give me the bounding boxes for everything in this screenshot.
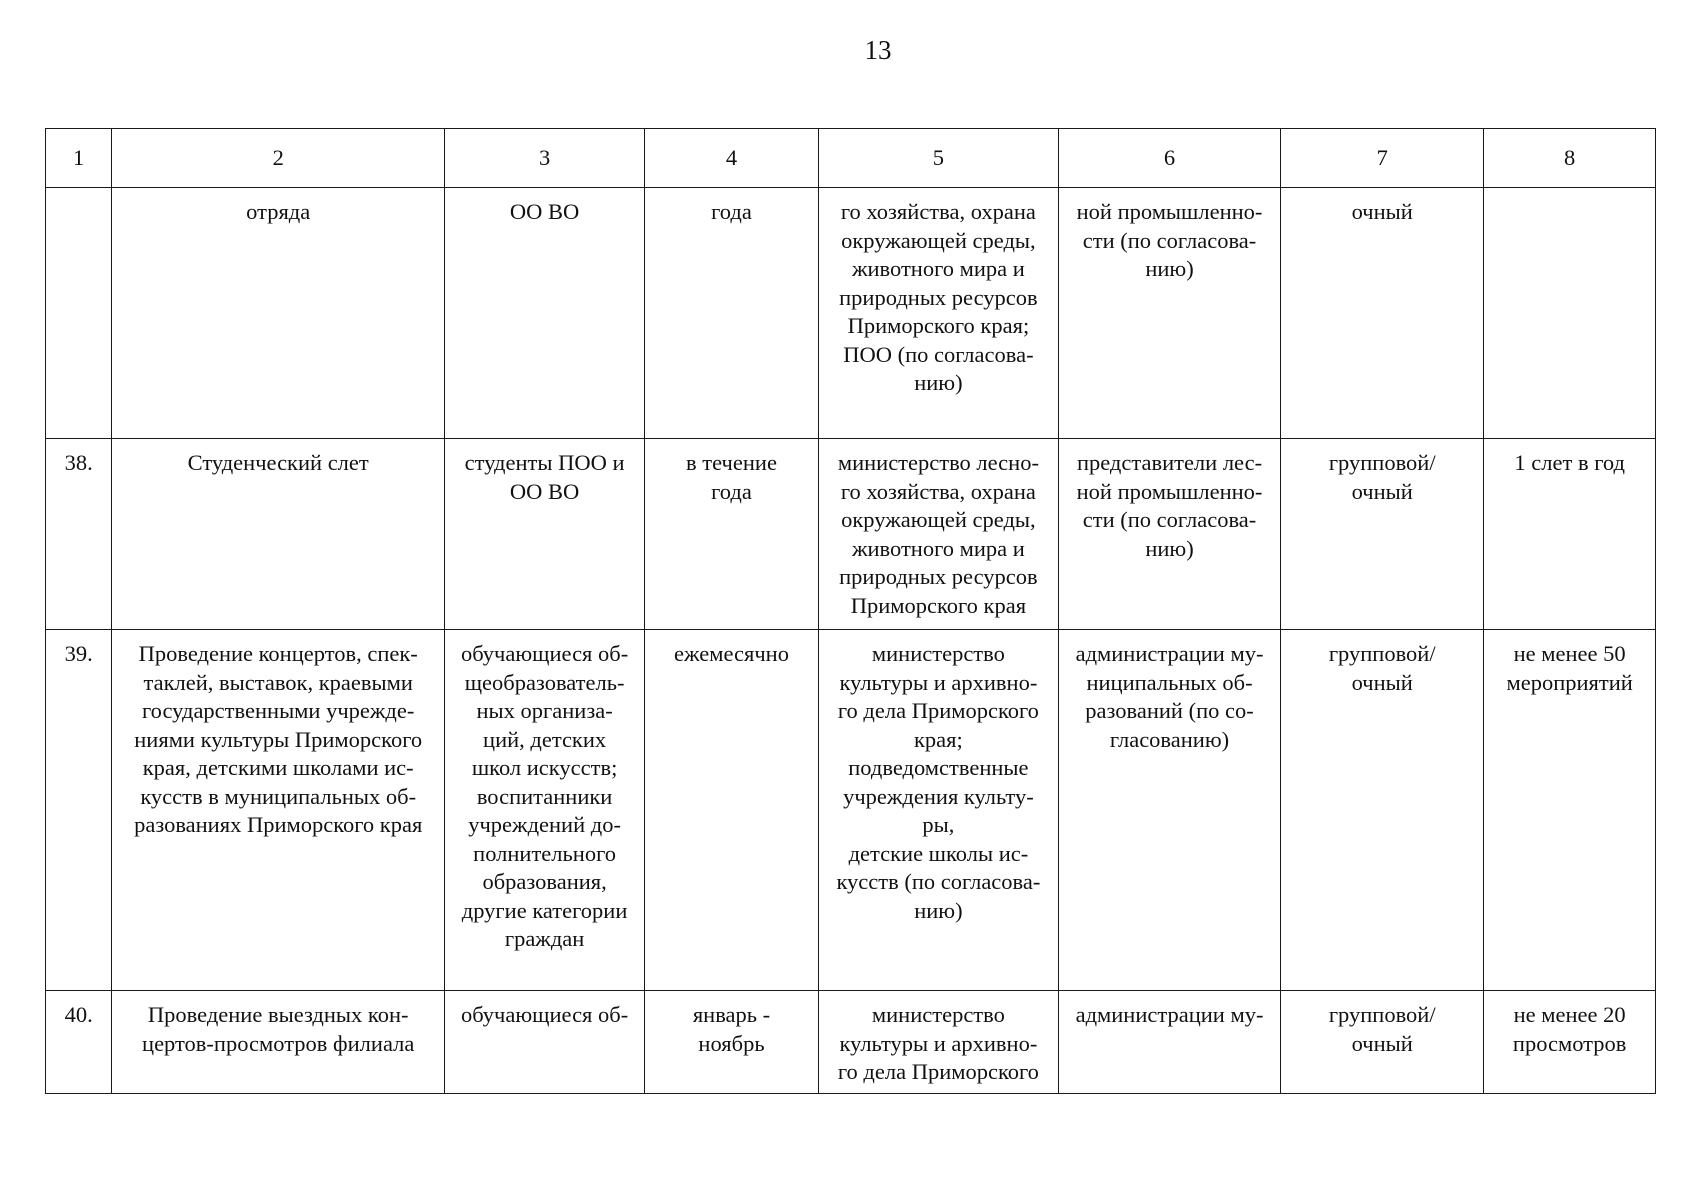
form-cell: групповой/ очный xyxy=(1281,991,1484,1094)
header-cell: 2 xyxy=(112,129,445,188)
header-cell: 1 xyxy=(46,129,112,188)
row-number xyxy=(46,188,112,439)
event-cell: Студенческий слет xyxy=(112,439,445,630)
table-header-row xyxy=(46,129,1656,188)
responsible-cell: министерство лесно- го хозяйства, охрана окружающей среды, животного мира и природных ресурсов Приморского края xyxy=(818,439,1058,630)
partners-cell: представители лес- ной промышленно- сти (по согласова- нию) xyxy=(1058,439,1280,630)
header-cell: 5 xyxy=(818,129,1058,188)
responsible-cell: министерство культуры и архивно- го дела Приморского края; подведомственные учреждения культу- ры, детские школы ис- кусств (по согласова- нию) xyxy=(818,630,1058,991)
dates-cell: январь - ноябрь xyxy=(645,991,819,1094)
header-cell: 3 xyxy=(445,129,645,188)
events-table xyxy=(45,128,1656,1094)
result-cell xyxy=(1484,188,1656,439)
form-cell: групповой/ очный xyxy=(1281,439,1484,630)
form-cell: групповой/ очный xyxy=(1281,630,1484,991)
event-cell: Проведение выездных кон- цертов-просмотров филиала xyxy=(112,991,445,1094)
header-cell: 6 xyxy=(1058,129,1280,188)
row-number: 39. xyxy=(46,630,112,991)
row-number: 38. xyxy=(46,439,112,630)
table-row xyxy=(46,188,1656,439)
partners-cell: ной промышленно- сти (по согласова- нию) xyxy=(1058,188,1280,439)
participants-cell: обучающиеся об- xyxy=(445,991,645,1094)
partners-cell: администрации му- ниципальных об- разований (по со- гласованию) xyxy=(1058,630,1280,991)
table-row xyxy=(46,991,1656,1094)
table-row xyxy=(46,630,1656,991)
partners-cell: администрации му- xyxy=(1058,991,1280,1094)
responsible-cell: министерство культуры и архивно- го дела Приморского xyxy=(818,991,1058,1094)
row-number: 40. xyxy=(46,991,112,1094)
result-cell: 1 слет в год xyxy=(1484,439,1656,630)
header-cell: 8 xyxy=(1484,129,1656,188)
event-cell: отряда xyxy=(112,188,445,439)
dates-cell: года xyxy=(645,188,819,439)
participants-cell: студенты ПОО и ОО ВО xyxy=(445,439,645,630)
header-cell: 7 xyxy=(1281,129,1484,188)
dates-cell: в течение года xyxy=(645,439,819,630)
participants-cell: ОО ВО xyxy=(445,188,645,439)
table-row xyxy=(46,439,1656,630)
form-cell: очный xyxy=(1281,188,1484,439)
result-cell: не менее 50 мероприятий xyxy=(1484,630,1656,991)
result-cell: не менее 20 просмотров xyxy=(1484,991,1656,1094)
responsible-cell: го хозяйства, охрана окружающей среды, животного мира и природных ресурсов Приморского края; ПОО (по согласова- нию) xyxy=(818,188,1058,439)
header-cell: 4 xyxy=(645,129,819,188)
event-cell: Проведение концертов, спек- таклей, выставок, краевыми государственными учрежде- ниями культуры Приморского края, детскими школами ис- кусств в муниципальных об- разованиях Приморского края xyxy=(112,630,445,991)
dates-cell: ежемесячно xyxy=(645,630,819,991)
participants-cell: обучающиеся об- щеобразователь- ных организа- ций, детских школ искусств; воспитанники учреждений до- полнительного образования, другие категории граждан xyxy=(445,630,645,991)
page-number: 13 xyxy=(864,35,892,65)
